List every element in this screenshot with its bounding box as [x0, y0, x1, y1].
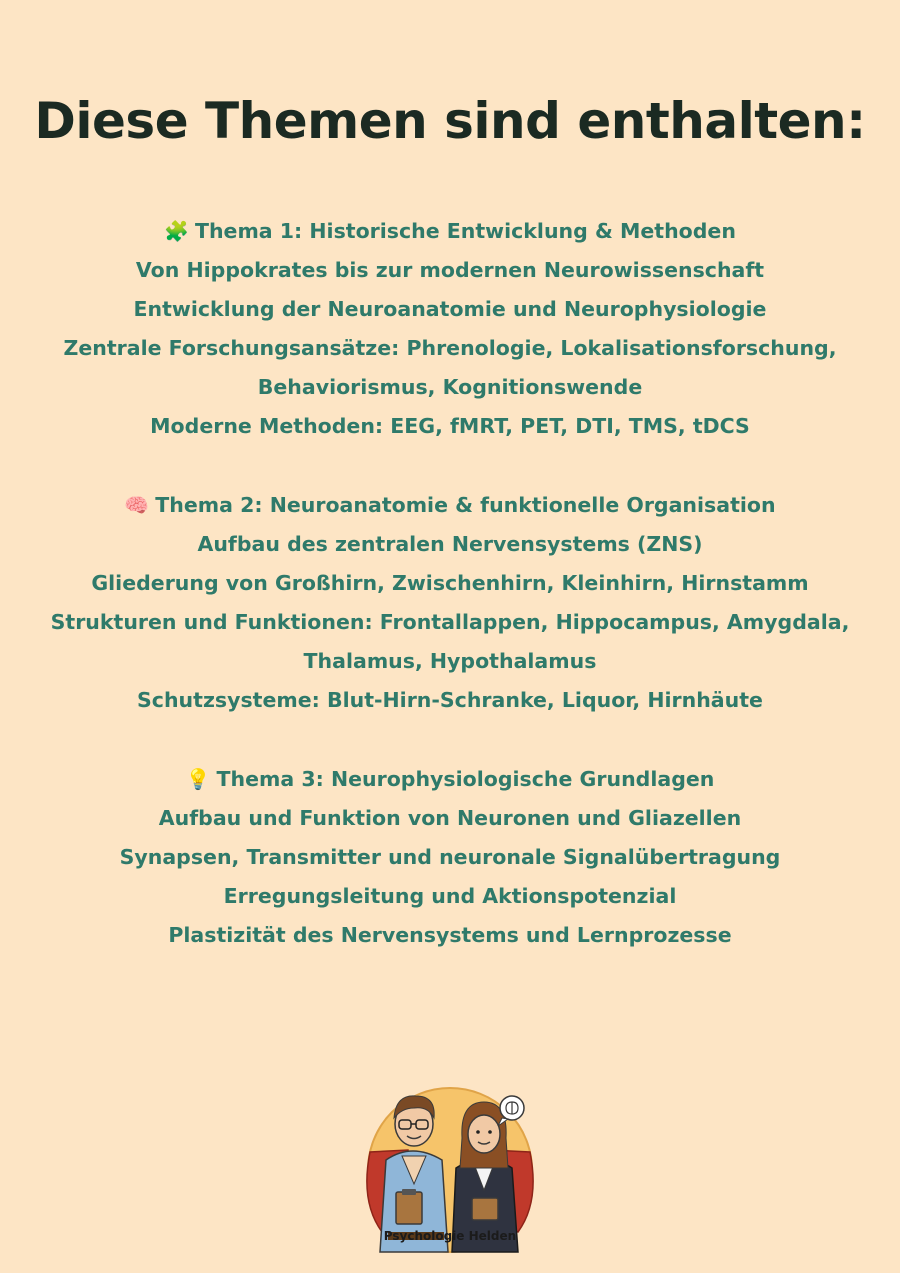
- topic-heading-text: Thema 3: Neurophysiologische Grundlagen: [216, 767, 715, 791]
- light-bulb-icon: 💡: [185, 767, 211, 791]
- topic-line: Von Hippokrates bis zur modernen Neurowissenschaft: [135, 258, 765, 282]
- logo-caption: Psychologie Helden: [383, 1229, 517, 1243]
- topic-line: Zentrale Forschungsansätze: Phrenologie, Lokalisationsforschung,: [63, 336, 837, 360]
- topic-section-3: [0, 760, 900, 955]
- topic-section-1: [0, 212, 900, 446]
- page-title: Diese Themen sind enthalten:: [34, 92, 866, 150]
- topic-line: Plastizität des Nervensystems und Lernprozesse: [168, 923, 732, 947]
- topic-line: Entwicklung der Neuroanatomie und Neurophysiologie: [133, 297, 767, 321]
- topic-heading: [0, 486, 900, 525]
- topic-line: Moderne Methoden: EEG, fMRT, PET, DTI, TMS, tDCS: [150, 414, 750, 438]
- topic-line: Strukturen und Funktionen: Frontallappen, Hippocampus, Amygdala,: [50, 610, 850, 634]
- topic-heading: [0, 760, 900, 799]
- topic-line: Aufbau und Funktion von Neuronen und Gliazellen: [158, 806, 742, 830]
- puzzle-piece-icon: 🧩: [164, 219, 189, 243]
- topic-line: Thalamus, Hypothalamus: [303, 649, 597, 673]
- topic-line: Synapsen, Transmitter und neuronale Signalübertragung: [119, 845, 781, 869]
- topic-line: Aufbau des zentralen Nervensystems (ZNS): [197, 532, 703, 556]
- topic-line: Behaviorismus, Kognitionswende: [257, 375, 643, 399]
- topic-heading-text: Thema 1: Historische Entwicklung & Methoden: [194, 219, 736, 243]
- brain-icon: 🧠: [124, 493, 150, 517]
- topic-section-2: [0, 486, 900, 720]
- topic-line: Erregungsleitung und Aktionspotenzial: [223, 884, 677, 908]
- topic-line: Schutzsysteme: Blut-Hirn-Schranke, Liquor, Hirnhäute: [137, 688, 763, 712]
- topic-heading: [0, 212, 900, 251]
- topic-line: Gliederung von Großhirn, Zwischenhirn, Kleinhirn, Hirnstamm: [91, 571, 809, 595]
- topic-heading-text: Thema 2: Neuroanatomie & funktionelle Organisation: [155, 493, 776, 517]
